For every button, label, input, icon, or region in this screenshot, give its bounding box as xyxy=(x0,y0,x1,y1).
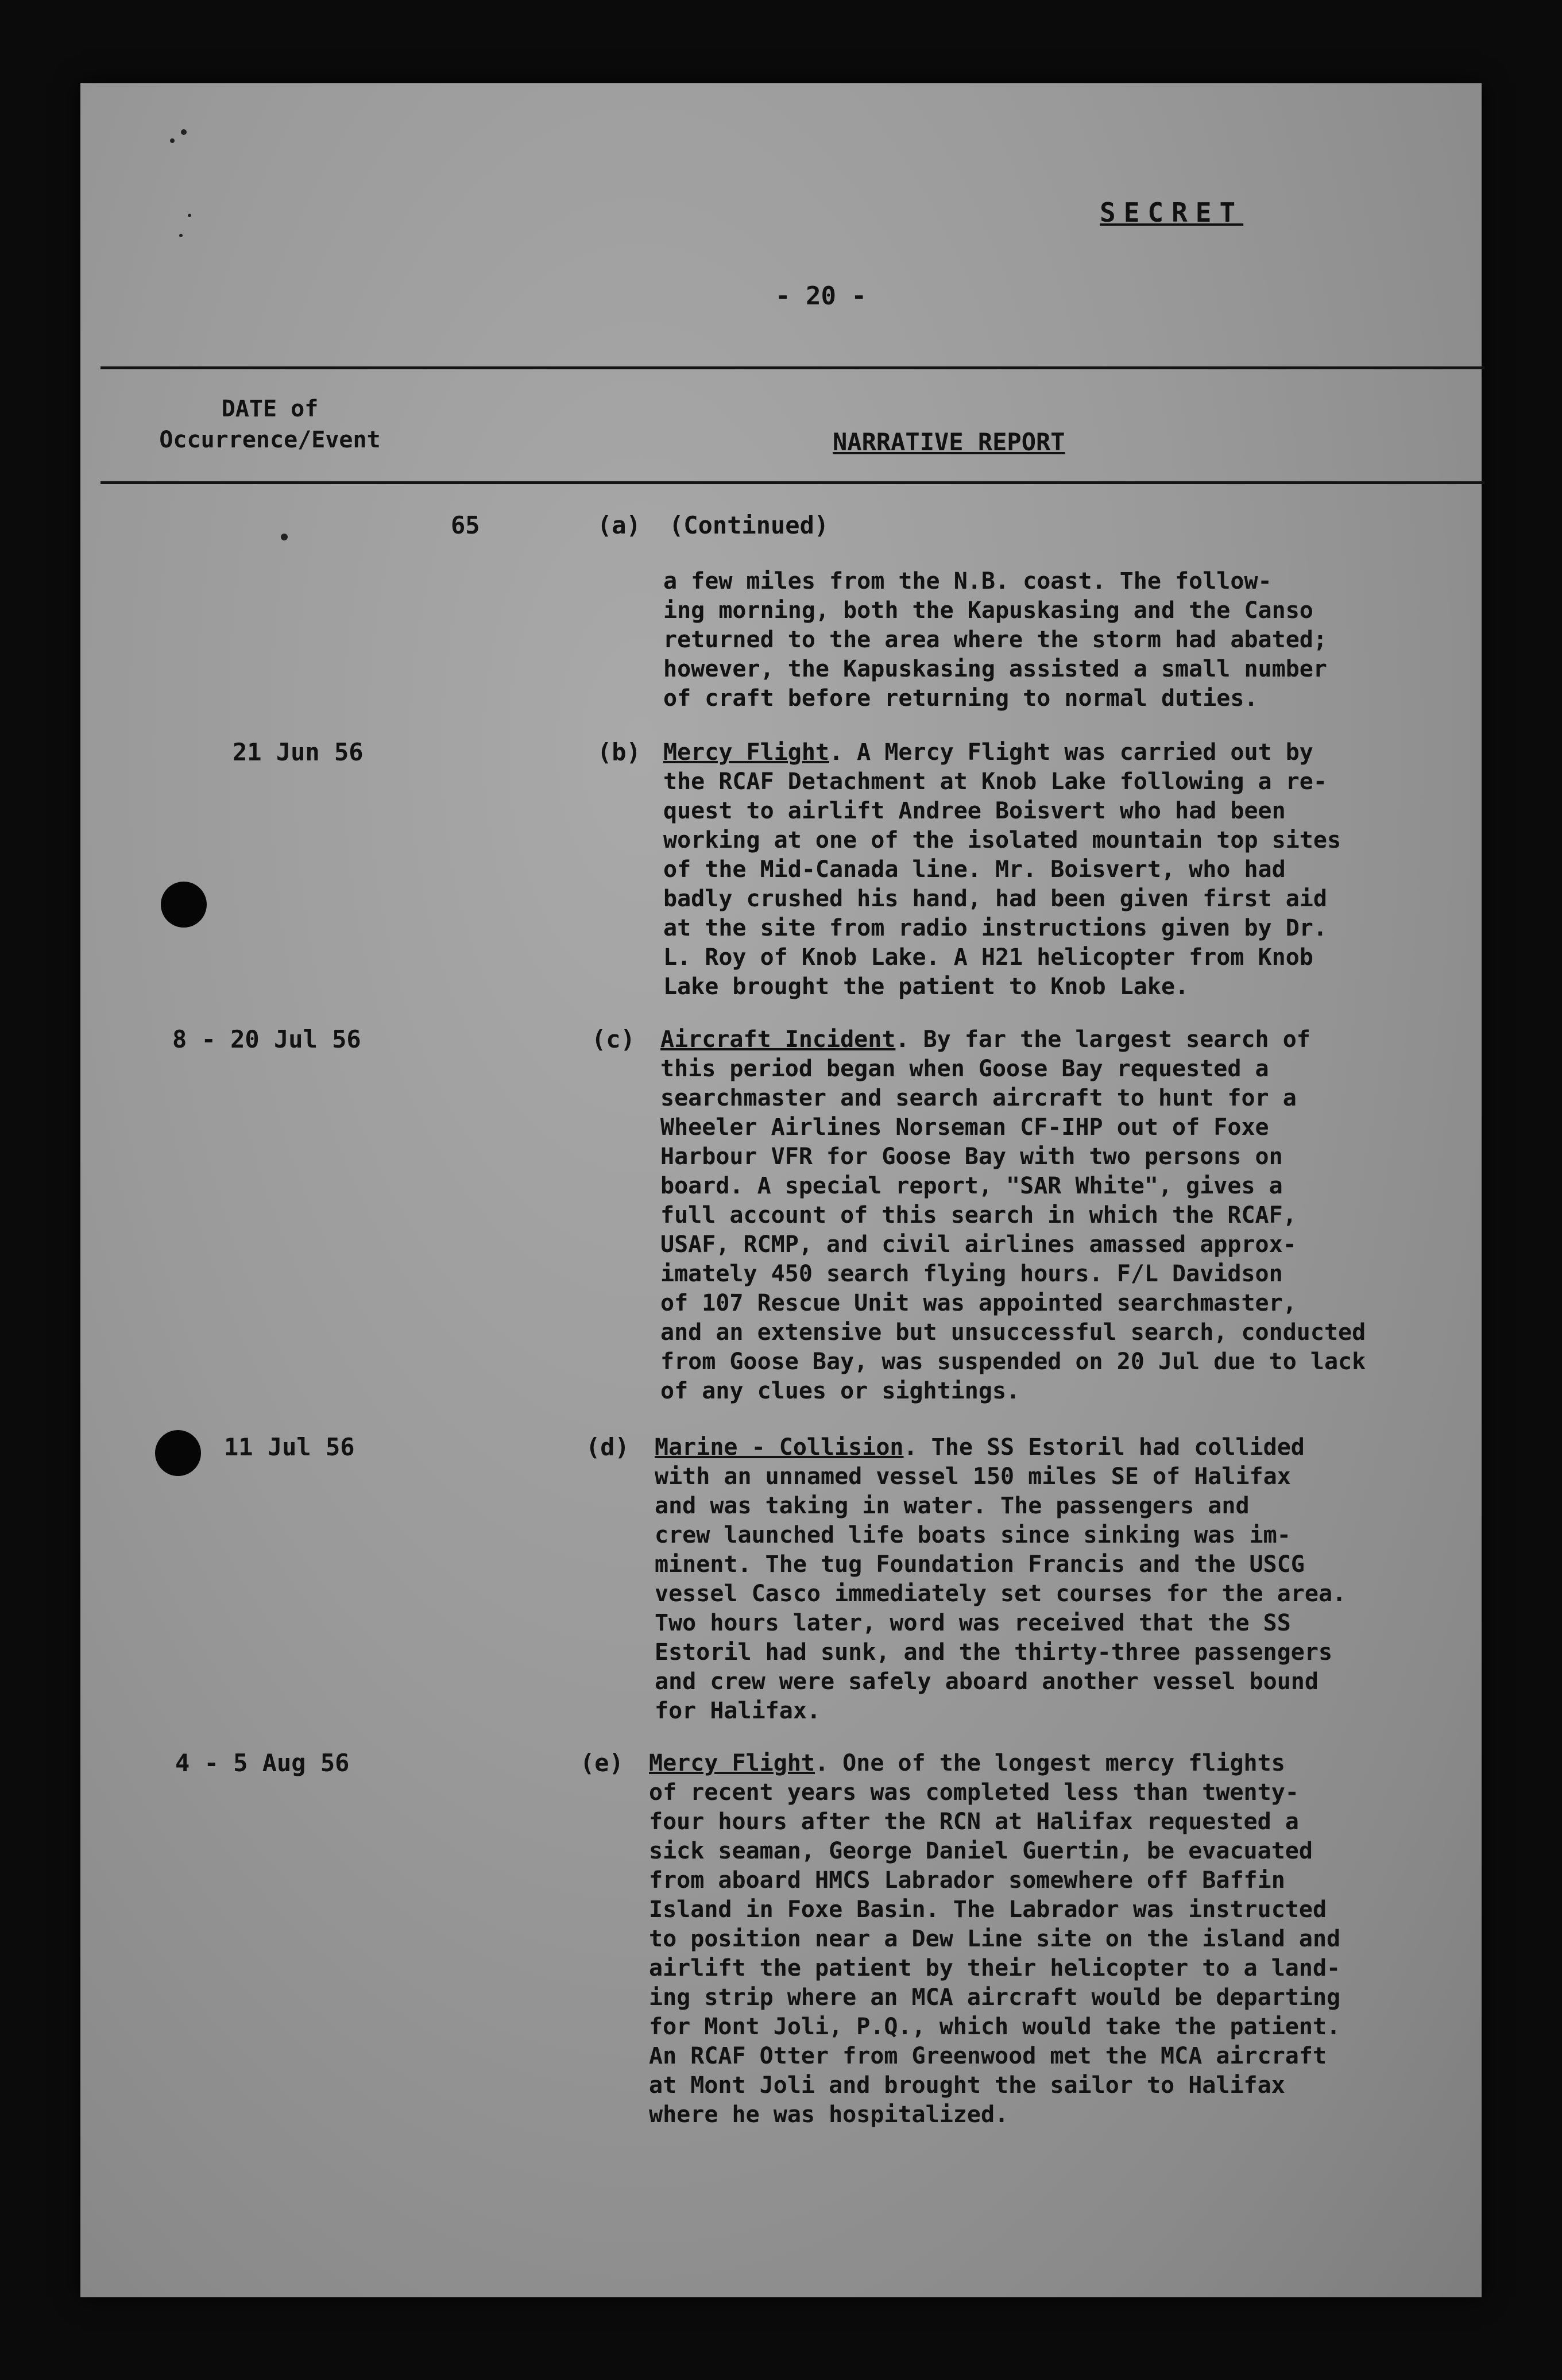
entry-d-line: crew launched life boats since sinking was im- xyxy=(655,1522,1291,1548)
entry-a-continued: (Continued) xyxy=(669,511,829,539)
entry-d-line: minent. The tug Foundation Francis and the USCG xyxy=(655,1551,1305,1578)
entry-b-line: working at one of the isolated mountain top sites xyxy=(663,827,1341,853)
date-column-header-line2: Occurrence/Event xyxy=(159,427,381,453)
page-number: - 20 - xyxy=(775,281,867,311)
document-page xyxy=(80,83,1482,2297)
entry-c-first-line-tail: . By far the largest search of xyxy=(895,1026,1310,1053)
entry-b-line: the RCAF Detachment at Knob Lake following a re- xyxy=(663,768,1327,795)
entry-d-line: with an unnamed vessel 150 miles SE of Halifax xyxy=(655,1463,1291,1490)
date-column-header xyxy=(149,393,390,455)
punch-hole-lower xyxy=(155,1430,201,1476)
entry-d-line: for Halifax. xyxy=(655,1698,821,1724)
header-rule-top xyxy=(100,366,1484,369)
entry-c-letter: (c) xyxy=(591,1025,635,1053)
entry-b-line: L. Roy of Knob Lake. A H21 helicopter from Knob xyxy=(663,944,1313,971)
entry-c-line: searchmaster and search aircraft to hunt for a xyxy=(660,1085,1297,1111)
entry-b-date: 21 Jun 56 xyxy=(233,738,364,766)
entry-b-line: Lake brought the patient to Knob Lake. xyxy=(663,973,1189,1000)
entry-e-line: from aboard HMCS Labrador somewhere off Baffin xyxy=(649,1867,1285,1894)
entry-d-line: Two hours later, word was received that the SS xyxy=(655,1610,1291,1636)
entry-e-first-line xyxy=(649,1749,1340,1778)
entry-c-text xyxy=(660,1025,1366,1406)
entry-c-line: imately 450 search flying hours. F/L Davidson xyxy=(660,1261,1283,1287)
entry-b-line: quest to airlift Andree Boisvert who had been xyxy=(663,798,1286,824)
entry-d-first-line xyxy=(655,1433,1346,1462)
entry-d-line: and crew were safely aboard another vessel bound xyxy=(655,1668,1319,1695)
entry-e-letter: (e) xyxy=(580,1749,624,1777)
entry-a-line: a few miles from the N.B. coast. The follow- xyxy=(663,568,1272,594)
entry-c-line: of any clues or sightings. xyxy=(660,1378,1020,1404)
entry-c-first-line xyxy=(660,1025,1366,1054)
header-rule-bottom xyxy=(100,481,1484,484)
entry-e-date: 4 - 5 Aug 56 xyxy=(175,1749,350,1777)
entry-e-line: where he was hospitalized. xyxy=(649,2101,1009,2128)
entry-e-line: sick seaman, George Daniel Guertin, be evacuated xyxy=(649,1838,1313,1864)
date-column-header-line1: DATE of xyxy=(221,396,319,422)
entry-e-line: four hours after the RCN at Halifax requested a xyxy=(649,1809,1299,1835)
entry-b-letter: (b) xyxy=(597,738,641,766)
entry-a-line: of craft before returning to normal duties. xyxy=(663,685,1258,712)
entry-e-line: An RCAF Otter from Greenwood met the MCA aircraft xyxy=(649,2043,1327,2069)
entry-a-line: ing morning, both the Kapuskasing and the Canso xyxy=(663,597,1313,624)
entry-c-line: Wheeler Airlines Norseman CF-IHP out of Foxe xyxy=(660,1114,1269,1141)
entry-d-line: Estoril had sunk, and the thirty-three passengers xyxy=(655,1639,1333,1666)
entry-e-line: ing strip where an MCA aircraft would be departing xyxy=(649,1984,1341,2011)
entry-e-line: at Mont Joli and brought the sailor to Halifax xyxy=(649,2072,1285,2099)
entry-e-title: Mercy Flight xyxy=(649,1750,815,1776)
entry-d-line: vessel Casco immediately set courses for the area. xyxy=(655,1581,1347,1607)
entry-b-first-line xyxy=(663,738,1341,767)
entry-c-line: of 107 Rescue Unit was appointed searchmaster, xyxy=(660,1290,1297,1316)
entry-e-line: airlift the patient by their helicopter to a land- xyxy=(649,1955,1341,1981)
classification-marking: SECRET xyxy=(1100,197,1244,228)
narrative-column-header: NARRATIVE REPORT xyxy=(833,428,1065,456)
entry-c-line: full account of this search in which the RCAF, xyxy=(660,1202,1297,1228)
entry-c-line: Harbour VFR for Goose Bay with two persons on xyxy=(660,1143,1283,1170)
entry-e-line: for Mont Joli, P.Q., which would take the patient. xyxy=(649,2014,1341,2040)
entry-b-title: Mercy Flight xyxy=(663,739,829,766)
entry-d-date: 11 Jul 56 xyxy=(224,1433,355,1461)
punch-hole-upper xyxy=(161,882,207,928)
entry-c-line: board. A special report, "SAR White", gives a xyxy=(660,1173,1283,1199)
entry-d-text xyxy=(655,1433,1346,1726)
entry-b-line: at the site from radio instructions given by Dr. xyxy=(663,915,1327,941)
entry-b-text xyxy=(663,738,1341,1002)
entry-b-line: badly crushed his hand, had been given first aid xyxy=(663,886,1327,912)
entry-c-line: from Goose Bay, was suspended on 20 Jul due to lack xyxy=(660,1349,1366,1375)
entry-a-text xyxy=(663,567,1327,713)
entry-d-first-line-tail: . The SS Estoril had collided xyxy=(903,1434,1305,1461)
entry-c-line: this period began when Goose Bay requested a xyxy=(660,1056,1269,1082)
entry-a-line: returned to the area where the storm had abated; xyxy=(663,627,1327,653)
entry-a-number: 65 xyxy=(451,511,480,539)
entry-d-letter: (d) xyxy=(586,1433,629,1461)
entry-a-line: however, the Kapuskasing assisted a small number xyxy=(663,656,1327,682)
entry-d-title: Marine - Collision xyxy=(655,1434,904,1461)
entry-e-line: of recent years was completed less than twenty- xyxy=(649,1779,1299,1806)
entry-b-line: of the Mid-Canada line. Mr. Boisvert, who had xyxy=(663,856,1286,883)
entry-e-first-line-tail: . One of the longest mercy flights xyxy=(814,1750,1285,1776)
entry-c-line: and an extensive but unsuccessful search, conducted xyxy=(660,1319,1366,1346)
entry-a-letter: (a) xyxy=(597,511,641,539)
entry-e-text xyxy=(649,1749,1340,2130)
entry-e-line: Island in Foxe Basin. The Labrador was instructed xyxy=(649,1896,1327,1923)
entry-d-line: and was taking in water. The passengers and xyxy=(655,1493,1250,1519)
entry-b-first-line-tail: . A Mercy Flight was carried out by xyxy=(829,739,1313,766)
entry-c-line: USAF, RCMP, and civil airlines amassed approx- xyxy=(660,1231,1297,1258)
entry-e-line: to position near a Dew Line site on the island and xyxy=(649,1926,1341,1952)
entry-c-title: Aircraft Incident xyxy=(660,1026,896,1053)
entry-c-date: 8 - 20 Jul 56 xyxy=(172,1025,361,1053)
